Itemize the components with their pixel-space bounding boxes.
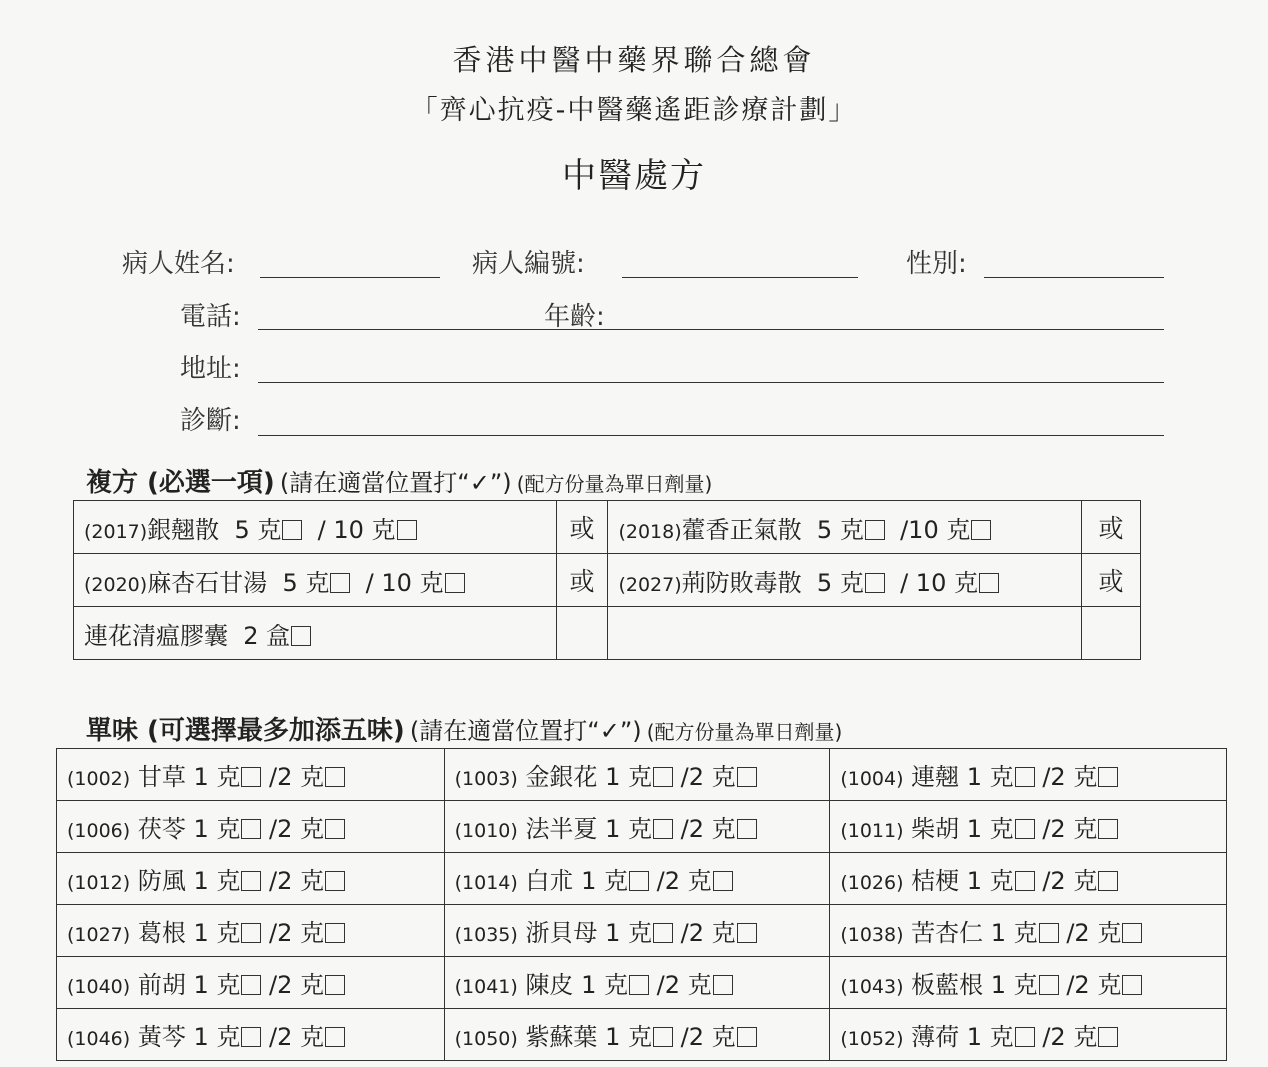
age-label: 年齡: — [544, 302, 605, 332]
herb-cell: (1040) 前胡 1 克 /2 克 — [57, 957, 445, 1009]
checkbox[interactable] — [713, 871, 733, 891]
patient-id-field[interactable] — [622, 277, 858, 278]
herb-code: (1050) — [454, 1028, 518, 1050]
herb-code: (1002) — [67, 768, 131, 790]
checkbox[interactable] — [737, 1027, 757, 1047]
checkbox[interactable] — [1039, 975, 1059, 995]
herb-cell: (1038) 苦杏仁 1 克 /2 克 — [830, 905, 1227, 957]
checkbox[interactable] — [737, 767, 757, 787]
checkbox[interactable] — [979, 573, 999, 593]
table-row — [74, 554, 1141, 607]
herb-code: (1011) — [840, 820, 904, 842]
herb-name: 麻杏石甘湯 — [147, 568, 268, 597]
herb-name: 紫蘇葉 — [525, 1023, 598, 1051]
or-label: 或 — [1082, 501, 1141, 554]
herb-code: (1004) — [840, 768, 904, 790]
herb-name: 板藍根 — [911, 971, 984, 999]
gender-field[interactable] — [984, 277, 1164, 278]
checkbox[interactable] — [241, 871, 261, 891]
empty-cell — [1082, 607, 1141, 660]
herb-cell: (1006) 茯苓 1 克 /2 克 — [57, 801, 445, 853]
table-row — [57, 1009, 1227, 1061]
checkbox[interactable] — [325, 923, 345, 943]
table-row — [57, 801, 1227, 853]
phone-label: 電話: — [180, 302, 241, 332]
herb-cell: (1026) 桔梗 1 克 /2 克 — [830, 853, 1227, 905]
checkbox[interactable] — [1015, 1027, 1035, 1047]
checkbox[interactable] — [1015, 871, 1035, 891]
herb-code: (1010) — [454, 820, 518, 842]
checkbox[interactable] — [291, 626, 311, 646]
checkbox[interactable] — [397, 520, 417, 540]
herb-code: (1006) — [67, 820, 131, 842]
herb-name: 薄荷 — [911, 1023, 960, 1051]
compound-section-title: 複方 (必選一項) — [86, 468, 275, 498]
herb-cell: (1050) 紫蘇葉 1 克 /2 克 — [444, 1009, 830, 1061]
single-section-instruction: (請在適當位置打“✓”) — [409, 717, 642, 745]
herb-cell: (1027) 葛根 1 克 /2 克 — [57, 905, 445, 957]
herb-name: 藿香正氣散 — [681, 515, 802, 544]
compound-section-heading — [86, 462, 712, 499]
organization-name: 香港中醫中藥界聯合總會 — [452, 43, 816, 77]
compound-cell: (2018)藿香正氣散 5 克 /10 克 — [608, 501, 1082, 554]
checkbox[interactable] — [241, 1027, 261, 1047]
compound-table — [73, 500, 1141, 660]
herb-name: 荊防敗毒散 — [681, 568, 802, 597]
single-section-heading — [86, 710, 842, 747]
herb-name: 金銀花 — [525, 763, 598, 791]
checkbox[interactable] — [865, 573, 885, 593]
checkbox[interactable] — [1039, 923, 1059, 943]
single-section-note: (配方份量為單日劑量) — [646, 720, 843, 744]
compound-cell: (2027)荊防敗毒散 5 克 / 10 克 — [608, 554, 1082, 607]
checkbox[interactable] — [629, 975, 649, 995]
checkbox[interactable] — [325, 819, 345, 839]
checkbox[interactable] — [653, 819, 673, 839]
herb-name: 法半夏 — [525, 815, 598, 843]
diagnosis-label: 診斷: — [180, 406, 241, 436]
table-row — [57, 905, 1227, 957]
single-herb-table — [56, 748, 1227, 1061]
checkbox[interactable] — [629, 871, 649, 891]
herb-name: 苦杏仁 — [911, 919, 984, 947]
herb-cell: (1043) 板藍根 1 克 /2 克 — [830, 957, 1227, 1009]
checkbox[interactable] — [325, 767, 345, 787]
checkbox[interactable] — [330, 573, 350, 593]
compound-cell: (2017)銀翹散 5 克 / 10 克 — [74, 501, 557, 554]
herb-cell: (1012) 防風 1 克 /2 克 — [57, 853, 445, 905]
compound-cell: (2020)麻杏石甘湯 5 克 / 10 克 — [74, 554, 557, 607]
herb-code: (1038) — [840, 924, 904, 946]
herb-code: (1040) — [67, 976, 131, 998]
checkbox[interactable] — [445, 573, 465, 593]
address-label: 地址: — [180, 354, 241, 384]
herb-name: 柴胡 — [911, 815, 960, 843]
herb-name: 白朮 — [525, 867, 574, 895]
checkbox[interactable] — [241, 767, 261, 787]
diagnosis-field[interactable] — [258, 435, 1164, 436]
checkbox[interactable] — [325, 1027, 345, 1047]
empty-cell — [608, 607, 1082, 660]
herb-code: (1003) — [454, 768, 518, 790]
herb-name: 甘草 — [137, 763, 186, 791]
checkbox[interactable] — [737, 819, 757, 839]
checkbox[interactable] — [241, 975, 261, 995]
checkbox[interactable] — [241, 923, 261, 943]
herb-name: 黃芩 — [137, 1023, 186, 1051]
table-row — [74, 607, 1141, 660]
checkbox[interactable] — [971, 520, 991, 540]
patient-id-label: 病人編號: — [472, 249, 585, 279]
patient-name-field[interactable] — [260, 277, 440, 278]
table-row — [57, 957, 1227, 1009]
checkbox[interactable] — [241, 819, 261, 839]
herb-code: (1027) — [67, 924, 131, 946]
herb-name: 銀翹散 — [147, 515, 220, 544]
herb-cell: (1010) 法半夏 1 克 /2 克 — [444, 801, 830, 853]
herb-name: 連花清瘟膠囊 — [84, 621, 228, 650]
checkbox[interactable] — [1098, 819, 1118, 839]
herb-code: (1052) — [840, 1028, 904, 1050]
herb-name: 浙貝母 — [525, 919, 598, 947]
herb-cell: (1004) 連翹 1 克 /2 克 — [830, 749, 1227, 801]
document-title: 中醫處方 — [562, 156, 706, 196]
herb-name: 陳皮 — [525, 971, 574, 999]
gender-label: 性別: — [906, 249, 967, 279]
table-row — [57, 749, 1227, 801]
herb-cell: (1011) 柴胡 1 克 /2 克 — [830, 801, 1227, 853]
herb-code: (1035) — [454, 924, 518, 946]
single-section-title: 單味 (可選擇最多加添五味) — [86, 716, 405, 746]
checkbox[interactable] — [1015, 767, 1035, 787]
checkbox[interactable] — [1098, 1027, 1118, 1047]
herb-cell: (1041) 陳皮 1 克 /2 克 — [444, 957, 830, 1009]
program-name: 「齊心抗疫-中醫藥遙距診療計劃」 — [410, 95, 858, 126]
checkbox[interactable] — [737, 923, 757, 943]
checkbox[interactable] — [865, 520, 885, 540]
herb-code: (1012) — [67, 872, 131, 894]
herb-name: 防風 — [137, 867, 186, 895]
checkbox[interactable] — [325, 975, 345, 995]
compound-section-instruction: (請在適當位置打“✓”) — [279, 469, 512, 497]
phone-age-field[interactable] — [258, 329, 1164, 330]
checkbox[interactable] — [325, 871, 345, 891]
herb-cell: (1002) 甘草 1 克 /2 克 — [57, 749, 445, 801]
compound-section-note: (配方份量為單日劑量) — [516, 472, 713, 496]
herb-name: 前胡 — [137, 971, 186, 999]
table-row — [57, 853, 1227, 905]
herb-cell: (1052) 薄荷 1 克 /2 克 — [830, 1009, 1227, 1061]
checkbox[interactable] — [1098, 767, 1118, 787]
herb-cell: (1014) 白朮 1 克 /2 克 — [444, 853, 830, 905]
checkbox[interactable] — [1098, 871, 1118, 891]
patient-name-label: 病人姓名: — [122, 249, 235, 279]
checkbox[interactable] — [713, 975, 733, 995]
herb-cell: (1003) 金銀花 1 克 /2 克 — [444, 749, 830, 801]
herb-name: 桔梗 — [911, 867, 960, 895]
herb-cell: (1046) 黃芩 1 克 /2 克 — [57, 1009, 445, 1061]
empty-cell — [556, 607, 608, 660]
herb-name: 葛根 — [137, 919, 186, 947]
table-row — [74, 501, 1141, 554]
herb-code: (1043) — [840, 976, 904, 998]
herb-name: 連翹 — [911, 763, 960, 791]
checkbox[interactable] — [1122, 923, 1142, 943]
checkbox[interactable] — [653, 767, 673, 787]
herb-code: (1046) — [67, 1028, 131, 1050]
compound-cell: 連花清瘟膠囊 2 盒 — [74, 607, 557, 660]
address-field[interactable] — [258, 382, 1164, 383]
or-label: 或 — [556, 501, 608, 554]
checkbox[interactable] — [653, 1027, 673, 1047]
checkbox[interactable] — [1015, 819, 1035, 839]
or-label: 或 — [556, 554, 608, 607]
checkbox[interactable] — [1122, 975, 1142, 995]
or-label: 或 — [1082, 554, 1141, 607]
herb-name: 茯苓 — [137, 815, 186, 843]
checkbox[interactable] — [653, 923, 673, 943]
herb-cell: (1035) 浙貝母 1 克 /2 克 — [444, 905, 830, 957]
herb-code: (1026) — [840, 872, 904, 894]
checkbox[interactable] — [282, 520, 302, 540]
herb-code: (1014) — [454, 872, 518, 894]
herb-code: (1041) — [454, 976, 518, 998]
